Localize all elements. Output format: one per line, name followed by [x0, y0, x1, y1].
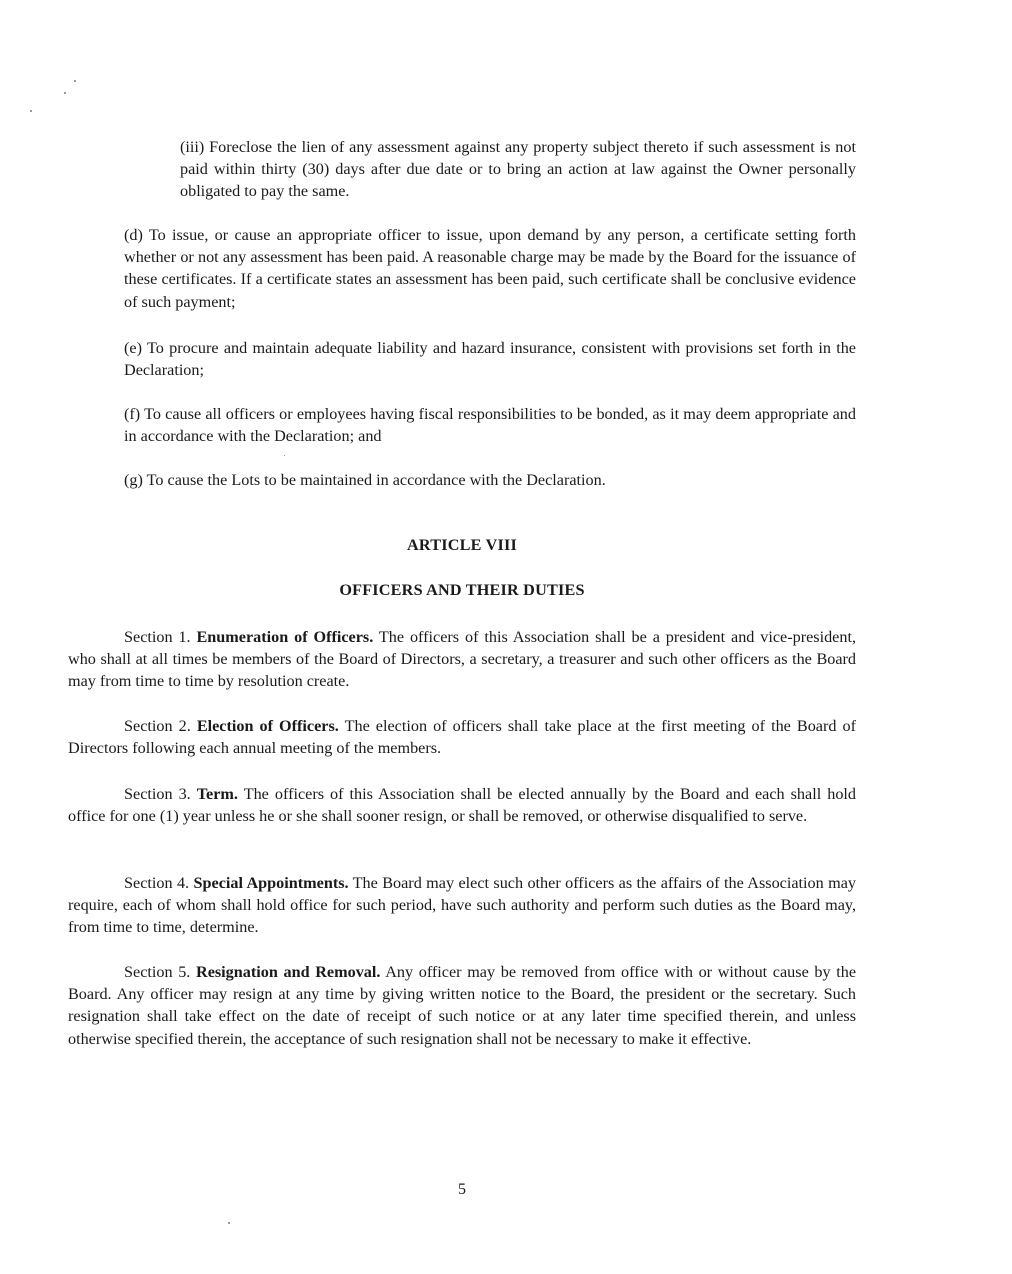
section-5-prefix: Section 5. — [124, 963, 191, 981]
paragraph-f: (f) To cause all officers or employees having fiscal responsibilities to be bonded, as it may deem appropriate and in accordance with the Declaration; and — [124, 405, 856, 446]
section-1 — [68, 626, 856, 693]
section-2-text: The election of officers shall take place at the first meeting of the Board of Directors following each annual meeting of the members. — [68, 717, 857, 758]
scan-speck — [284, 455, 285, 456]
paragraph-g: (g) To cause the Lots to be maintained in accordance with the Declaration. — [124, 471, 606, 489]
section-4-text: The Board may elect such other officers as the affairs of the Association may require, each of whom shall hold office for such period, have such authority and perform such duties as the Board may, from time to time, determine. — [68, 874, 856, 937]
page-number: 5 — [458, 1181, 466, 1198]
section-1-prefix: Section 1. — [124, 628, 191, 646]
scan-speck — [228, 1222, 230, 1224]
paragraph-d: (d) To issue, or cause an appropriate officer to issue, upon demand by any person, a certificate setting forth whether or not any assessment has been paid. A reasonable charge may be made by the Board for the issuance of these certificates. If a certificate states an assessment has been paid, such certificate shall be conclusive evidence of such payment; — [124, 226, 856, 311]
article-subtitle: OFFICERS AND THEIR DUTIES — [339, 581, 585, 599]
section-5-title: Resignation and Removal. — [196, 963, 381, 981]
section-1-text: The officers of this Association shall be a president and vice-president, who shall at all times be members of the Board of Directors, a secretary, a treasurer and such other officers as the Board may from time to time by resolution create. — [68, 628, 857, 691]
section-3-text: The officers of this Association shall be elected annually by the Board and each shall hold office for one (1) year unless he or she shall sooner resign, or shall be removed, or otherwise disqualified to serve. — [68, 785, 857, 826]
section-4-title: Special Appointments. — [193, 874, 349, 892]
section-5-text: Any officer may be removed from office with or without cause by the Board. Any officer may resign at any time by giving written notice to the Board, the president or the secretary. Such resignation shall take effect on the date of receipt of such notice or at any later time specified therein, and unless otherwise specified therein, the acceptance of such resignation shall not be necessary to make it effective. — [68, 963, 857, 1048]
section-4 — [68, 872, 856, 939]
paragraph-iii: (iii) Foreclose the lien of any assessment against any property subject thereto if such assessment is not paid within thirty (30) days after due date or to bring an action at law against the Owner personally obligated to pay the same. — [180, 138, 856, 201]
section-1-title: Enumeration of Officers. — [196, 628, 374, 646]
section-3-prefix: Section 3. — [124, 785, 191, 803]
scan-speck — [74, 80, 76, 82]
section-2 — [68, 715, 856, 759]
article-title: ARTICLE VIII — [407, 536, 517, 554]
section-3-title: Term. — [196, 785, 238, 803]
paragraph-e: (e) To procure and maintain adequate liability and hazard insurance, consistent with provisions set forth in the Declaration; — [124, 339, 856, 380]
scan-speck — [30, 110, 32, 112]
section-3 — [68, 783, 856, 827]
section-2-prefix: Section 2. — [124, 717, 191, 735]
scan-speck — [64, 92, 66, 94]
section-2-title: Election of Officers. — [196, 717, 339, 735]
section-4-prefix: Section 4. — [124, 874, 190, 892]
section-5 — [68, 961, 856, 1050]
